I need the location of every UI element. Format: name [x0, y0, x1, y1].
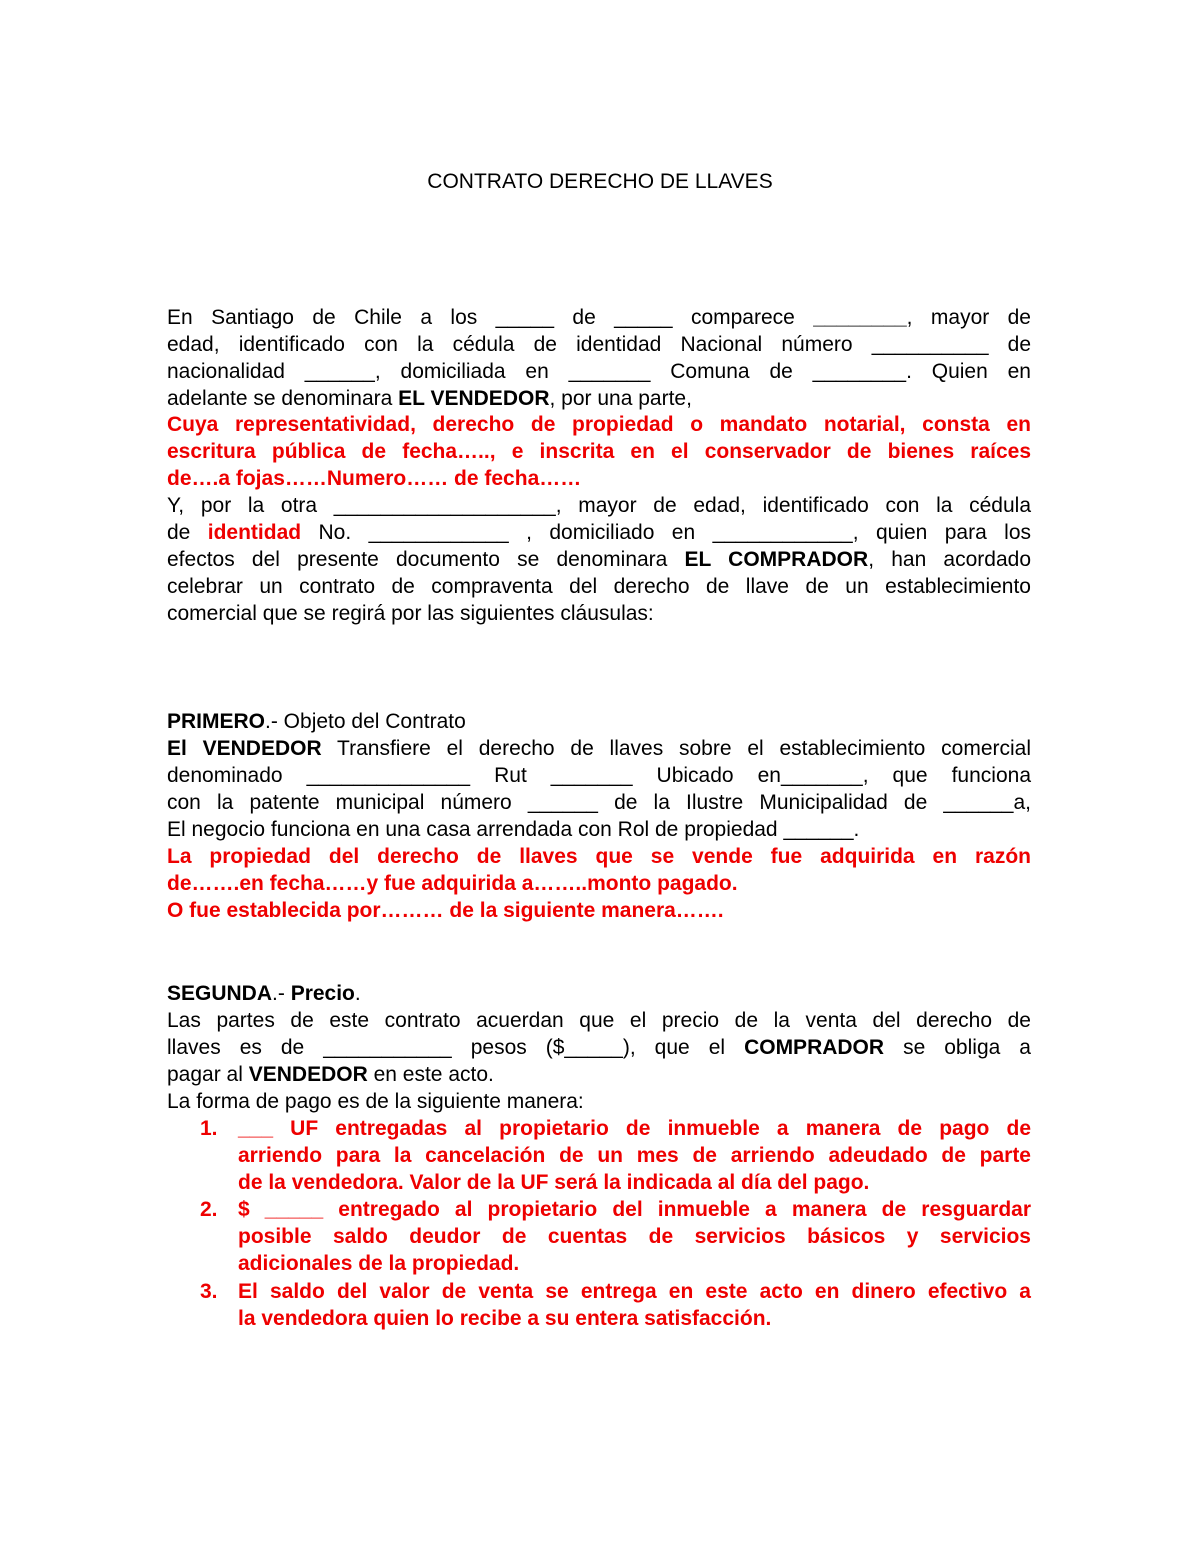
- primero-heading: PRIMERO.- Objeto del Contrato: [167, 710, 466, 733]
- primero-red-line-1: La propiedad del derecho de llaves que se vende fue adquirida en razón: [167, 845, 1031, 868]
- list-item-1-line-1: ___ UF entregadas al propietario de inmueble a manera de pago de: [238, 1117, 1031, 1140]
- list-item-2-line-1: $ _____ entregado al propietario del inmueble a manera de resguardar: [238, 1198, 1031, 1221]
- list-item-2-line-2: posible saldo deudor de cuentas de servicios básicos y servicios: [238, 1225, 1031, 1248]
- list-item-2-line-3: adicionales de la propiedad.: [238, 1252, 520, 1275]
- intro-line-2: edad, identificado con la cédula de identidad Nacional número __________ de: [167, 333, 1031, 356]
- intro-line-6: de identidad No. ____________ , domiciliado en ____________, quien para los: [167, 521, 1031, 544]
- segunda-line-1: Las partes de este contrato acuerdan que el precio de la venta del derecho de: [167, 1009, 1031, 1032]
- list-item-1-line-2: arriendo para la cancelación de un mes de arriendo adeudado de parte: [238, 1144, 1031, 1167]
- intro-line-7: efectos del presente documento se denominara EL COMPRADOR, han acordado: [167, 548, 1031, 571]
- intro-line-9: comercial que se regirá por las siguientes cláusulas:: [167, 602, 654, 625]
- segunda-line-3: pagar al VENDEDOR en este acto.: [167, 1063, 494, 1086]
- intro-line-3: nacionalidad ______, domiciliada en _______ Comuna de ________. Quien en: [167, 360, 1031, 383]
- segunda-line-2: llaves es de ___________ pesos ($_____), que el COMPRADOR se obliga a: [167, 1036, 1031, 1059]
- intro-red-line-1: Cuya representatividad, derecho de propiedad o mandato notarial, consta en: [167, 413, 1031, 436]
- list-number: 3.: [200, 1280, 218, 1303]
- list-number: 2.: [200, 1198, 218, 1221]
- segunda-line-4: La forma de pago es de la siguiente manera:: [167, 1090, 584, 1113]
- list-item-1-line-3: de la vendedora. Valor de la UF será la indicada al día del pago.: [238, 1171, 870, 1194]
- intro-line-8: celebrar un contrato de compraventa del derecho de llave de un establecimiento: [167, 575, 1031, 598]
- intro-line-1: En Santiago de Chile a los _____ de _____ comparece ________, mayor de: [167, 306, 1031, 329]
- list-item-3-line-2: la vendedora quien lo recibe a su entera satisfacción.: [238, 1307, 772, 1330]
- primero-red-line-2: de…….en fecha……y fue adquirida a……..monto pagado.: [167, 872, 738, 895]
- intro-line-4: adelante se denominara EL VENDEDOR, por una parte,: [167, 387, 692, 410]
- intro-red-line-2: escritura pública de fecha….., e inscrita en el conservador de bienes raíces: [167, 440, 1031, 463]
- document-title: CONTRATO DERECHO DE LLAVES: [427, 170, 773, 193]
- intro-line-5: Y, por la otra ___________________, mayor de edad, identificado con la cédula: [167, 494, 1031, 517]
- intro-red-line-3: de….a fojas……Numero…… de fecha……: [167, 467, 582, 490]
- segunda-heading: SEGUNDA.- Precio.: [167, 982, 361, 1005]
- list-item-3-line-1: El saldo del valor de venta se entrega en este acto en dinero efectivo a: [238, 1280, 1031, 1303]
- primero-line-3: con la patente municipal número ______ de la Ilustre Municipalidad de ______a,: [167, 791, 1031, 814]
- primero-line-4: El negocio funciona en una casa arrendada con Rol de propiedad ______.: [167, 818, 860, 841]
- primero-line-2: denominado ______________ Rut _______ Ubicado en_______, que funciona: [167, 764, 1031, 787]
- list-number: 1.: [200, 1117, 218, 1140]
- primero-red-line-3: O fue establecida por……… de la siguiente manera…….: [167, 899, 724, 922]
- primero-line-1: El VENDEDOR Transfiere el derecho de llaves sobre el establecimiento comercial: [167, 737, 1031, 760]
